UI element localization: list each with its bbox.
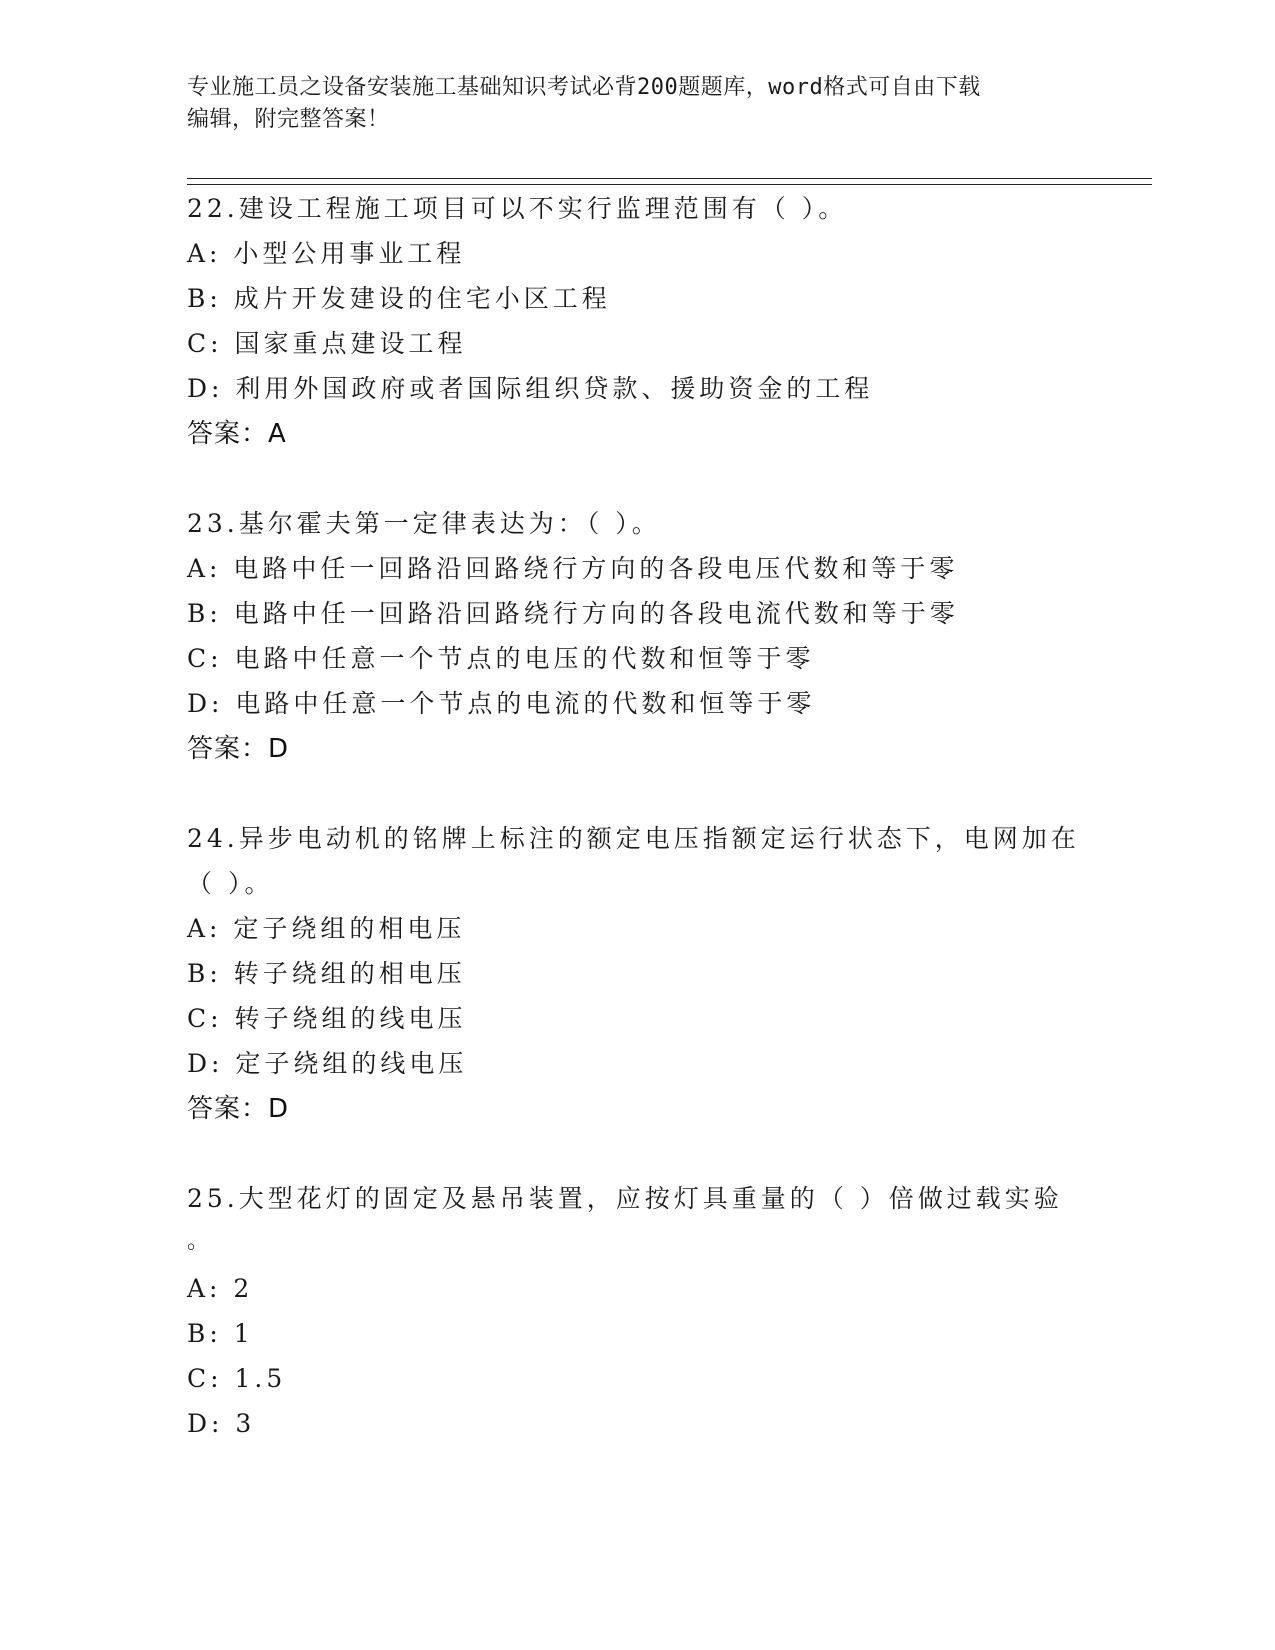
question-24-stem: 24.异步电动机的铭牌上标注的额定电压指额定运行状态下，电网加在	[187, 824, 1080, 853]
header-line-1: 专业施工员之设备安装施工基础知识考试必背200题题库，word格式可自由下载	[187, 75, 981, 100]
question-25-stem: 25.大型花灯的固定及悬吊装置，应按灯具重量的（ ）倍做过载实验	[187, 1184, 1063, 1213]
question-24-option-d: D: 定子绕组的线电压	[187, 1049, 468, 1078]
question-24-answer: 答案：D	[187, 1094, 290, 1124]
question-24-option-a: A: 定子绕组的相电压	[187, 914, 466, 943]
question-25-stem-continued: 。	[187, 1229, 214, 1254]
question-25-option-d: D: 3	[187, 1409, 256, 1438]
document-header	[187, 72, 1067, 136]
question-25-option-c: C: 1.5	[187, 1364, 287, 1393]
question-23-option-b: B: 电路中任一回路沿回路绕行方向的各段电流代数和等于零	[187, 599, 959, 628]
question-23-option-a: A: 电路中任一回路沿回路绕行方向的各段电压代数和等于零	[187, 554, 959, 583]
question-24-stem-continued: （ ）。	[187, 869, 274, 898]
question-22-option-c: C: 国家重点建设工程	[187, 329, 467, 358]
question-22-option-a: A: 小型公用事业工程	[187, 239, 466, 268]
question-23-stem: 23.基尔霍夫第一定律表达为：（ ）。	[187, 509, 661, 538]
question-25-option-b: B: 1	[187, 1319, 254, 1348]
question-24-option-b: B: 转子绕组的相电压	[187, 959, 466, 988]
question-22-option-d: D: 利用外国政府或者国际组织贷款、援助资金的工程	[187, 374, 874, 403]
question-23-option-d: D: 电路中任意一个节点的电流的代数和恒等于零	[187, 689, 816, 718]
question-22-option-b: B: 成片开发建设的住宅小区工程	[187, 284, 611, 313]
header-divider-top	[187, 178, 1152, 179]
header-divider-bottom	[187, 184, 1152, 185]
question-24-option-c: C: 转子绕组的线电压	[187, 1004, 467, 1033]
question-22-stem: 22.建设工程施工项目可以不实行监理范围有（ ）。	[187, 194, 848, 223]
question-25-option-a: A: 2	[187, 1274, 254, 1303]
question-23-answer: 答案：D	[187, 734, 290, 764]
question-23-option-c: C: 电路中任意一个节点的电压的代数和恒等于零	[187, 644, 815, 673]
question-22-answer: 答案：A	[187, 419, 287, 449]
header-line-2: 编辑，附完整答案！	[187, 107, 390, 132]
